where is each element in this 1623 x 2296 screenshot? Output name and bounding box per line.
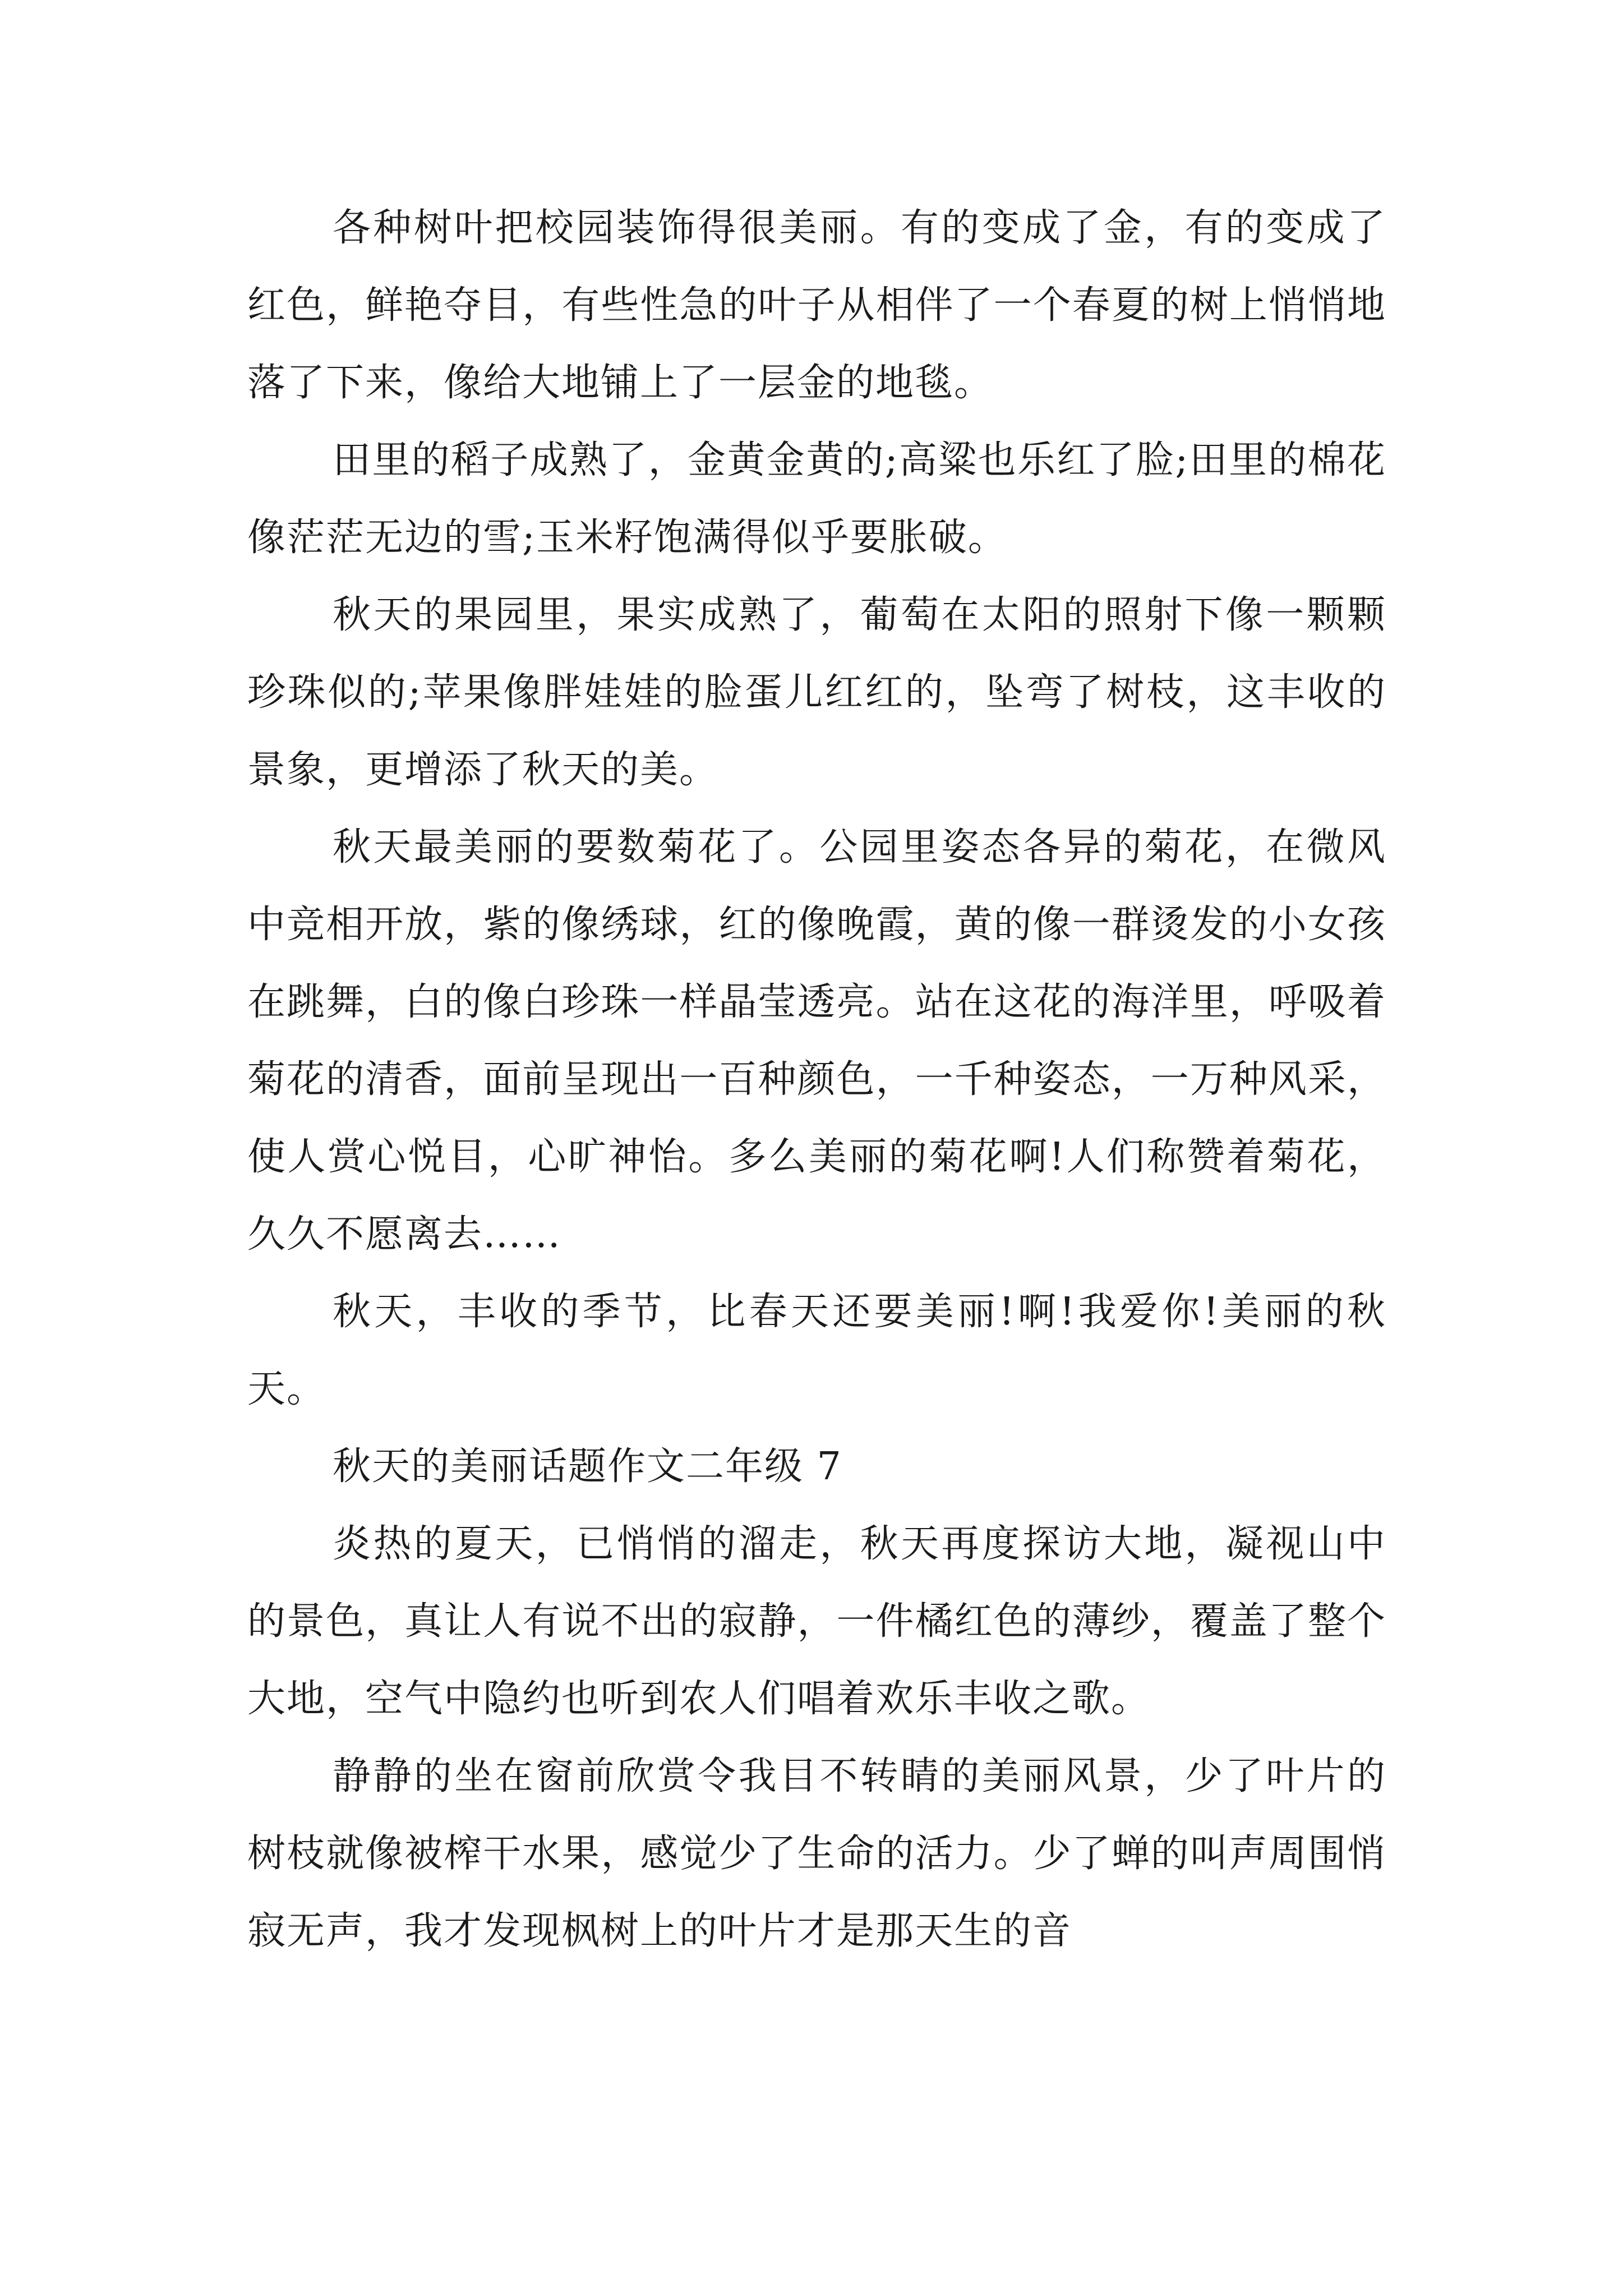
paragraph-leaves: 各种树叶把校园装饰得很美丽。有的变成了金，有的变成了红色，鲜艳夺目，有些性急的叶子从相伴了一个春夏的树上悄悄地落了下来，像给大地铺上了一层金的地毯。 — [247, 206, 1386, 405]
paragraph-orchard: 秋天的果园里，果实成熟了，葡萄在太阳的照射下像一颗颗珍珠似的;苹果像胖娃娃的脸蛋儿红红的，坠弯了树枝，这丰收的景象，更增添了秋天的美。 — [247, 593, 1386, 792]
paragraph-chrysanthemum: 秋天最美丽的要数菊花了。公园里姿态各异的菊花，在微风中竞相开放，紫的像绣球，红的像晚霞，黄的像一群烫发的小女孩在跳舞，白的像白珍珠一样晶莹透亮。站在这花的海洋里，呼吸着菊花的清香，面前呈现出一百种颜色，一千种姿态，一万种风采，使人赏心悦目，心旷神怡。多么美丽的菊花啊!人们称赞着菊花，久久不愿离去…… — [247, 825, 1386, 1257]
paragraph-fields: 田里的稻子成熟了，金黄金黄的;高粱也乐红了脸;田里的棉花像茫茫无边的雪;玉米籽饱满得似乎要胀破。 — [247, 438, 1386, 560]
paragraph-window-view: 静静的坐在窗前欣赏令我目不转睛的美丽风景，少了叶片的树枝就像被榨干水果，感觉少了生命的活力。少了蝉的叫声周围悄寂无声，我才发现枫树上的叶片才是那天生的音 — [247, 1754, 1386, 1953]
paragraph-summer-gone: 炎热的夏天，已悄悄的溜走，秋天再度探访大地，凝视山中的景色，真让人有说不出的寂静，一件橘红色的薄纱，覆盖了整个大地，空气中隐约也听到农人们唱着欢乐丰收之歌。 — [247, 1522, 1386, 1721]
paragraph-autumn-love: 秋天，丰收的季节，比春天还要美丽!啊!我爱你!美丽的秋天。 — [247, 1290, 1386, 1411]
document-body — [247, 190, 1386, 1970]
essay-heading: 秋天的美丽话题作文二年级 7 — [333, 1444, 842, 1489]
